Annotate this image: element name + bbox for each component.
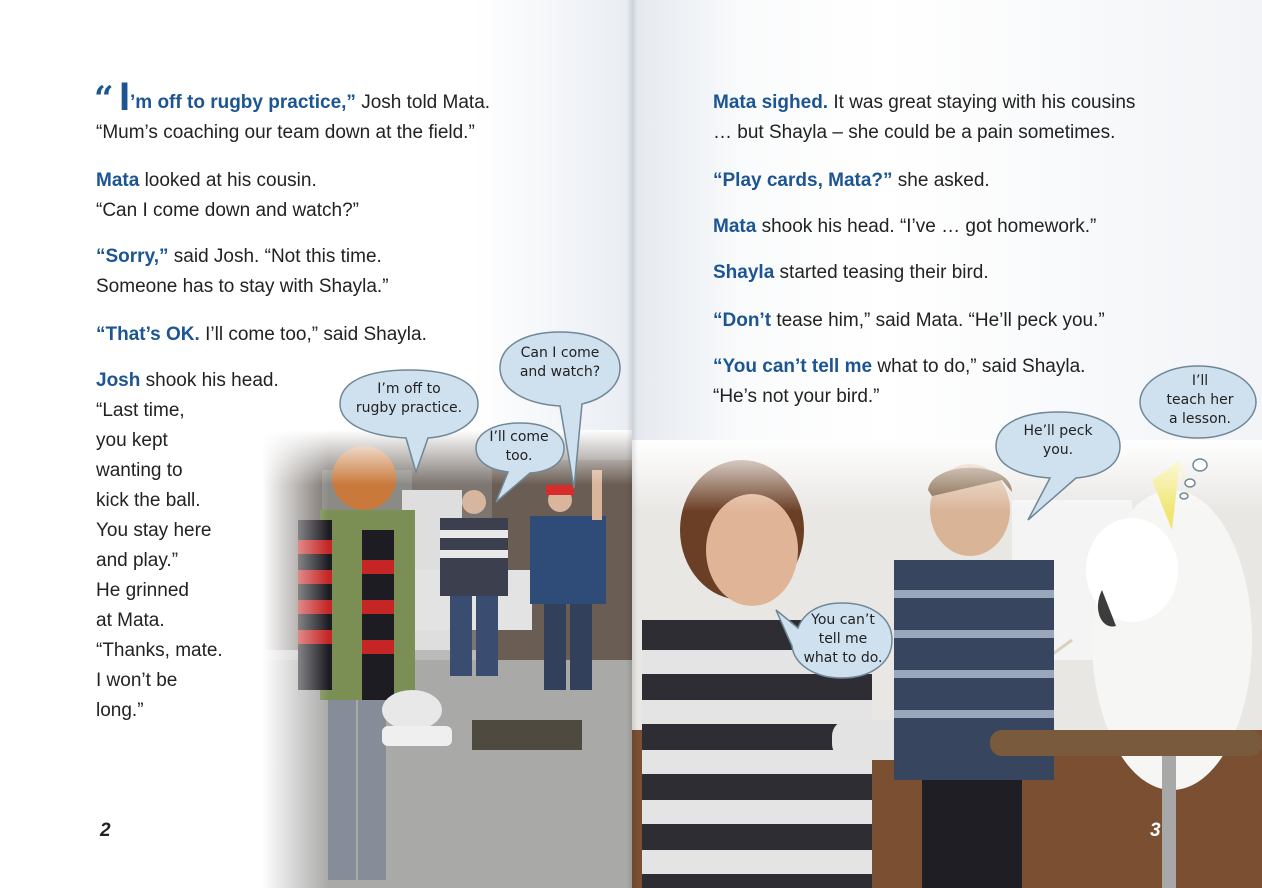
paragraph-2: [713, 166, 990, 196]
bubble-text-mata: Can I come and watch?: [519, 345, 601, 380]
paragraph-6: [713, 352, 1085, 382]
paragraph-5-line: at Mata.: [96, 610, 165, 631]
drop-quote: “: [94, 79, 112, 119]
bubble-text-mata: He’ll peck you.: [1023, 423, 1093, 458]
paragraph-5-line: He grinned: [96, 580, 189, 601]
highlight-text: Shayla: [713, 262, 775, 283]
paragraph-4: [96, 320, 427, 350]
body-text: tease him,” said Mata. “He’ll peck you.”: [771, 310, 1105, 331]
paragraph-1: [713, 88, 1135, 118]
highlight-text: Mata sighed.: [713, 92, 829, 113]
paragraph-5-line: long.”: [96, 700, 144, 721]
paragraph-6-line-2: “He’s not your bird.”: [713, 386, 880, 407]
highlight-text: “Play cards, Mata?”: [713, 170, 893, 191]
highlight-text: Josh: [96, 370, 141, 391]
highlight-text: “Sorry,”: [96, 246, 169, 267]
body-text: what to do,” said Shayla.: [872, 356, 1086, 377]
paragraph-1-line-2: … but Shayla – she could be a pain sometimes.: [713, 122, 1116, 143]
paragraph-5-line: You stay here: [96, 520, 212, 541]
paragraph-5-line: kick the ball.: [96, 490, 201, 511]
paragraph-5: [96, 366, 279, 396]
body-text: Josh told Mata.: [355, 92, 491, 113]
highlight-text: Mata: [96, 170, 140, 191]
bubble-text-bird: I’ll teach her a lesson.: [1166, 373, 1234, 427]
highlight-text: ’m off to rugby practice,”: [130, 92, 356, 113]
highlight-text: Mata: [713, 216, 757, 237]
paragraph-5-line: and play.”: [96, 550, 179, 571]
paragraph-1: [94, 75, 491, 119]
bubble-text-shayla: You can’t tell me what to do.: [803, 612, 883, 666]
paragraph-5-line: I won’t be: [96, 670, 178, 691]
paragraph-5: [713, 306, 1105, 336]
rugby-scene-photo: [262, 430, 632, 888]
drop-letter: I: [119, 75, 131, 119]
paragraph-3-line-2: Someone has to stay with Shayla.”: [96, 276, 389, 297]
body-text: she asked.: [892, 170, 990, 191]
paragraph-5-line: “Last time,: [96, 400, 185, 421]
body-text: looked at his cousin.: [139, 170, 317, 191]
bubble-text-shayla: I’ll come too.: [489, 429, 549, 464]
body-text: shook his head.: [140, 370, 279, 391]
body-text: said Josh. “Not this time.: [168, 246, 382, 267]
paragraph-3: [713, 212, 1096, 242]
paragraph-1-line-2: “Mum’s coaching our team down at the field.”: [96, 122, 475, 143]
body-text: shook his head. “I’ve … got homework.”: [756, 216, 1097, 237]
bird-scene-photo: [632, 440, 1262, 888]
paragraph-2: [96, 166, 317, 196]
paragraph-2-line-2: “Can I come down and watch?”: [96, 200, 359, 221]
page-number-right: 3: [1150, 820, 1161, 841]
highlight-text: “That’s OK.: [96, 324, 200, 345]
paragraph-5-line: wanting to: [96, 460, 183, 481]
right-page: [632, 0, 1262, 888]
body-text: I’ll come too,” said Shayla.: [199, 324, 427, 345]
paragraph-3: [96, 242, 382, 272]
bubble-text-josh: I’m off to rugby practice.: [355, 381, 463, 416]
highlight-text: “You can’t tell me: [713, 356, 873, 377]
body-text: It was great staying with his cousins: [828, 92, 1136, 113]
paragraph-5-line: “Thanks, mate.: [96, 640, 223, 661]
book-spine: [626, 0, 638, 888]
paragraph-4: [713, 258, 989, 288]
page-number-left: 2: [100, 820, 111, 841]
paragraph-5-line: you kept: [96, 430, 168, 451]
highlight-text: “Don’t: [713, 310, 772, 331]
body-text: started teasing their bird.: [774, 262, 989, 283]
